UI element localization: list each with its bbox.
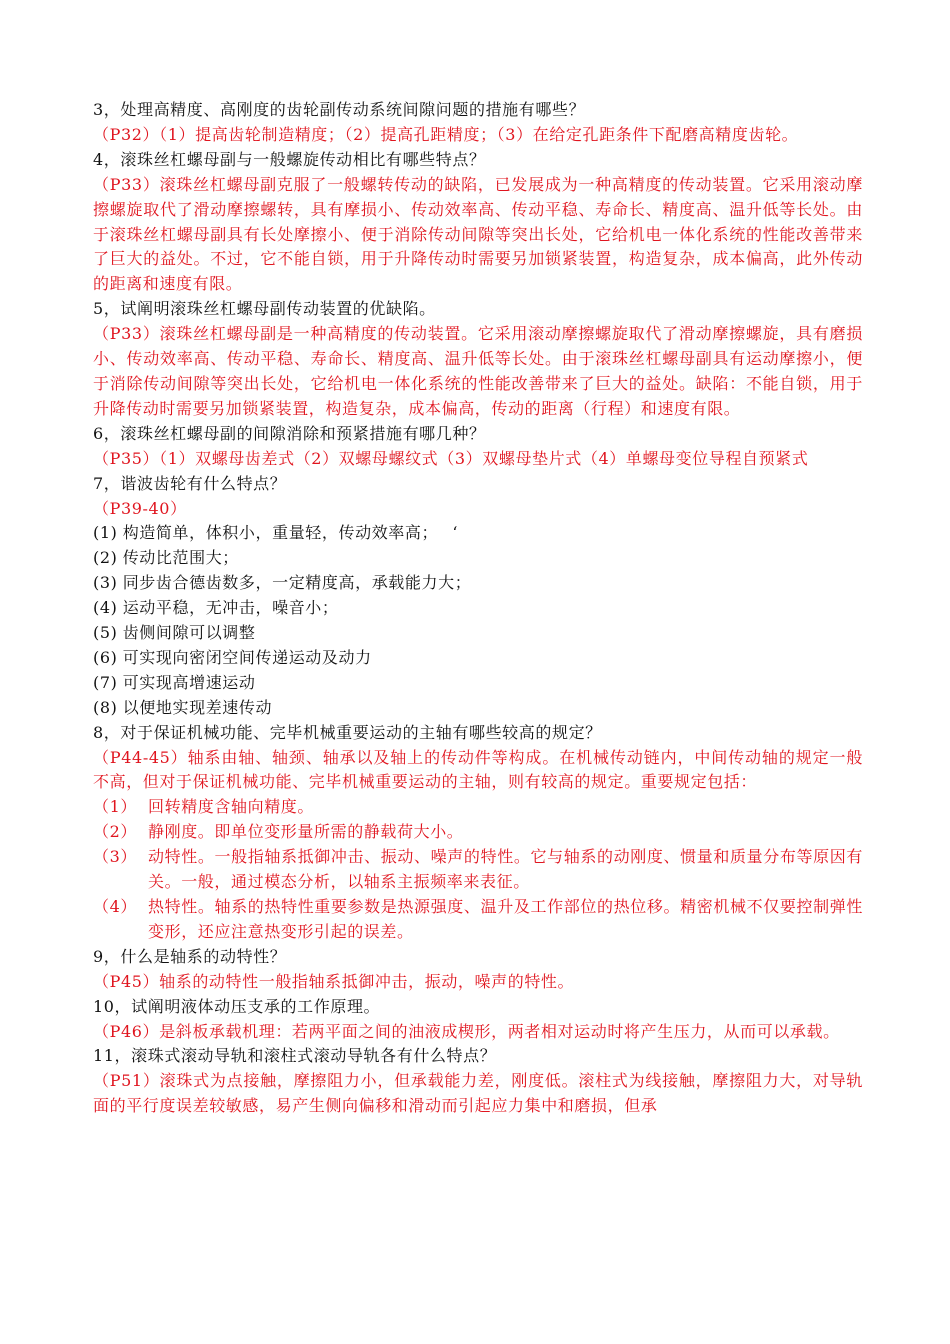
answer-3: （P32）（1）提高齿轮制造精度；（2）提高孔距精度；（3）在给定孔距条件下配磨高精度齿轮。 [93, 124, 799, 144]
question-8: 8，对于保证机械功能、完毕机械重要运动的主轴有哪些较高的规定？ [93, 722, 602, 742]
question-3: 3，处理高精度、高刚度的齿轮副传动系统间隙问题的措施有哪些？ [93, 100, 586, 119]
answer-8-list [93, 795, 863, 944]
answer-9: （P45）轴系的动特性一般指轴系抵御冲击，振动，噪声的特性。 [93, 971, 575, 991]
question-9: 9，什么是轴系的动特性？ [93, 946, 287, 966]
list-item: （1） 回转精度含轴向精度。 [93, 797, 315, 817]
list-item: （2） 静刚度。即单位变形量所需的静载荷大小。 [93, 822, 464, 842]
answer-8: （P44-45）轴系由轴、轴颈、轴承以及轴上的传动件等构成。在机械传动链内，中间传动轴的规定一般不高，但对于保证机械功能、完毕机械重要运动的主轴，则有较高的规定。重要规定包括： [93, 747, 863, 792]
question-5: 5，试阐明滚珠丝杠螺母副传动装置的优缺陷。 [93, 299, 436, 319]
answer-5: （P33）滚珠丝杠螺母副是一种高精度的传动装置。它采用滚动摩擦螺旋取代了滑动摩擦螺旋，具有磨损小、传动效率高、传动平稳、寿命长、精度高、温升低等长处。由于滚珠丝杠螺母副具有运动摩擦小，便于消除传动间隙等突出长处，它给机电一体化系统的性能改善带来了巨大的益处。缺陷：不能自锁，用于升降传动时需要另加锁紧装置，构造复杂，成本偏高，传动的距离（行程）和速度有限。 [93, 324, 863, 418]
question-10: 10，试阐明液体动压支承的工作原理。 [93, 996, 381, 1016]
list-item: (2) 传动比范围大； [93, 548, 239, 568]
list-item: (3) 同步齿合德齿数多，一定精度高，承载能力大； [93, 573, 472, 593]
answer-4: （P33）滚珠丝杠螺母副克服了一般螺转传动的缺陷，已发展成为一种高精度的传动装置。它采用滚动摩擦螺旋取代了滑动摩擦螺转，具有摩损小、传动效率高、传动平稳、寿命长、精度高、温升低等长处。由于滚珠丝杠螺母副具有长处摩擦小、便于消除传动间隙等突出长处，它给机电一体化系统的性能改善带来了巨大的益处。不过，它不能自锁，用于升降传动时需要另加锁紧装置，构造复杂，成本偏高，此外传动的距离和速度有限。 [93, 174, 863, 294]
answer-6: （P35）（1）双螺母齿差式（2）双螺母螺纹式（3）双螺母垫片式（4）单螺母变位导程自预紧式 [93, 448, 809, 468]
answer-10: （P46）是斜板承载机理：若两平面之间的油液成楔形，两者相对运动时将产生压力，从而可以承载。 [93, 1021, 840, 1041]
list-item: (5) 齿侧间隙可以调整 [93, 623, 256, 643]
list-item: （3） 动特性。一般指轴系抵御冲击、振动、噪声的特性。它与轴系的动刚度、惯量和质量分布等原因有关。一般，通过模态分析，以轴系主振频率来表征。 [93, 847, 863, 892]
answer-7-list [93, 521, 863, 720]
list-item: (7) 可实现高增速运动 [93, 672, 256, 692]
list-item: （4） 热特性。轴系的热特性重要参数是热源强度、温升及工作部位的热位移。精密机械不仅要控制弹性变形，还应注意热变形引起的误差。 [93, 897, 863, 941]
document-body [93, 98, 863, 1119]
question-6: 6，滚珠丝杠螺母副的间隙消除和预紧措施有哪几种？ [93, 423, 486, 443]
answer-11: （P51）滚珠式为点接触，摩擦阻力小，但承载能力差，刚度低。滚柱式为线接触，摩擦阻力大，对导轨面的平行度误差较敏感，易产生侧向偏移和滑动而引起应力集中和磨损，但承 [93, 1071, 863, 1116]
list-item: (4) 运动平稳，无冲击，噪音小； [93, 598, 339, 618]
list-item: (6) 可实现向密闭空间传递运动及动力 [93, 647, 372, 667]
list-item: (1) 构造简单，体积小，重量轻，传动效率高； ‘ [93, 523, 459, 543]
list-item: (8) 以便地实现差速传动 [93, 697, 273, 717]
question-7: 7，谐波齿轮有什么特点？ [93, 473, 287, 493]
answer-7-ref: （P39-40） [93, 498, 187, 518]
question-11: 11，滚珠式滚动导轨和滚柱式滚动导轨各有什么特点？ [93, 1046, 497, 1066]
question-4: 4，滚珠丝杠螺母副与一般螺旋传动相比有哪些特点？ [93, 149, 486, 169]
